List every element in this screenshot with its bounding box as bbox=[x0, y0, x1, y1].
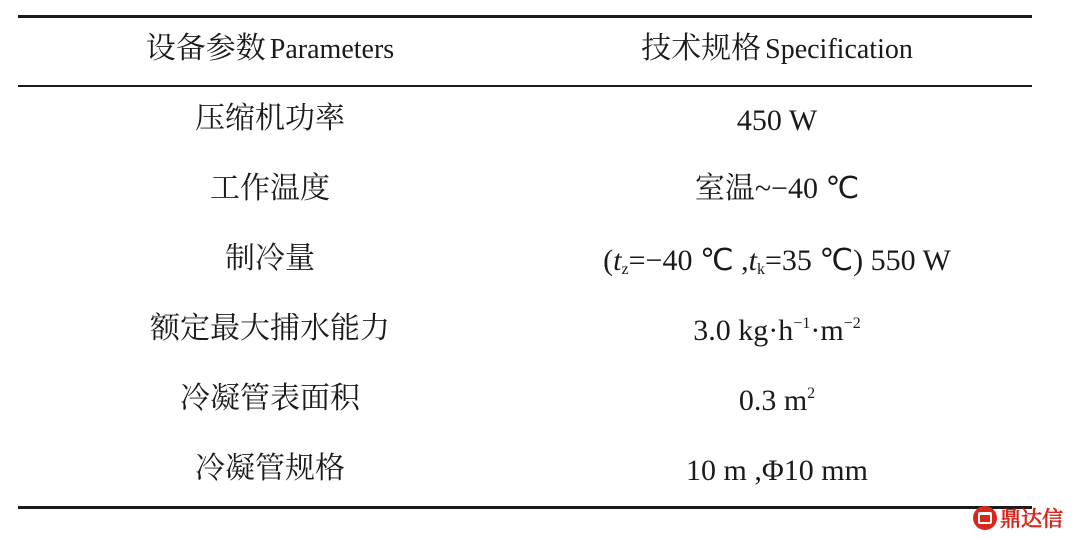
table-row-6-param: 冷凝管规格 bbox=[195, 451, 345, 486]
table-row-5-spec-a: 0.3 m bbox=[738, 384, 808, 417]
table-row-3-spec-t2-val: =35 ℃) 550 W bbox=[764, 244, 951, 277]
header-specification-cn: 技术规格 bbox=[641, 31, 762, 66]
table-row-3-spec-open: ( bbox=[603, 244, 614, 277]
table-row-4-spec-a: 3.0 kg·h bbox=[693, 314, 794, 347]
watermark-text: 鼎达信 bbox=[1000, 507, 1063, 531]
table-header-rule bbox=[18, 85, 1032, 87]
watermark bbox=[973, 503, 1063, 533]
table-row-4-spec-a-sup: −1 bbox=[793, 315, 811, 332]
table-row-4-spec-b-sup: −2 bbox=[843, 315, 861, 332]
header-parameters bbox=[145, 31, 395, 66]
table-row-5-spec-a-sup: 2 bbox=[807, 385, 816, 402]
header-specification bbox=[641, 31, 913, 66]
dingdaxin-logo-icon bbox=[973, 506, 997, 530]
header-parameters-cn: 设备参数 bbox=[145, 31, 266, 66]
header-parameters-en: Parameters bbox=[269, 34, 395, 65]
table-row-4-spec-b: ·m bbox=[810, 314, 844, 347]
table-row-4-spec bbox=[693, 316, 860, 346]
table-row-1-param: 压缩机功率 bbox=[195, 101, 345, 136]
table-bottom-rule bbox=[18, 506, 1032, 509]
table-row-3-spec-t1-val: =−40 ℃ , bbox=[628, 244, 749, 277]
table-row-3-param: 制冷量 bbox=[225, 241, 315, 276]
table-row-3-spec-t2-sub: k bbox=[756, 261, 765, 278]
table-row-3-spec-t1-sub: z bbox=[621, 261, 629, 278]
table-row-5-spec bbox=[739, 386, 815, 416]
table-top-rule bbox=[18, 15, 1032, 18]
table-row-1-spec: 450 W bbox=[736, 104, 818, 137]
table-row-2-spec-cn: 室温 bbox=[694, 171, 755, 206]
header-specification-en: Specification bbox=[765, 34, 913, 65]
table-row-5-param: 冷凝管表面积 bbox=[180, 381, 360, 416]
table-row-2-spec bbox=[694, 171, 860, 206]
table-row-4-param: 额定最大捕水能力 bbox=[150, 311, 390, 346]
table-row-2-spec-rest: ~−40 ℃ bbox=[754, 172, 860, 205]
table-row-2-param: 工作温度 bbox=[210, 171, 330, 206]
table-row-6-spec: 10 m ,Φ10 mm bbox=[686, 454, 868, 487]
table-row-3-spec-t2: t bbox=[748, 244, 757, 277]
table-row-3-spec bbox=[603, 246, 951, 276]
table-row-3-spec-t1: t bbox=[613, 244, 622, 277]
